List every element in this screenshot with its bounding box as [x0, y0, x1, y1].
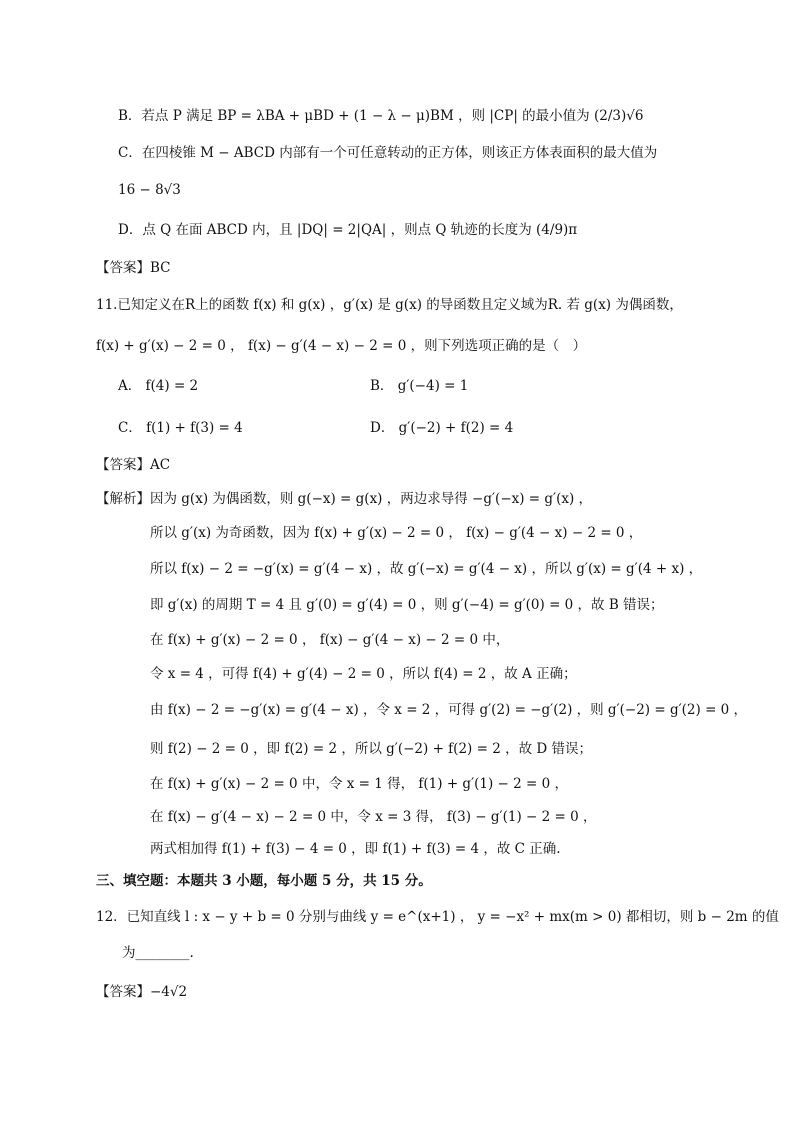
section-3-heading: 三、填空题：本题共 3 小题，每小题 5 分，共 15 分。	[96, 873, 432, 889]
explanation-line3: 所以 f(x) − 2 = −g′(x) = g′(4 − x) ，故 g′(−x) = g′(4 − x) ，所以 g′(x) = g′(4 + x) ，	[150, 561, 703, 577]
explanation-line10: 在 f(x) − g′(4 − x) − 2 = 0 中，令 x = 3 得， f(3) − g′(1) − 2 = 0 ，	[150, 809, 597, 825]
option-b: B．若点 P 满足 BP = λBA + μBD + (1 − λ − μ)BM ，则 |CP| 的最小值为 (2/3)√6	[118, 108, 644, 124]
question-11-line1: 11.已知定义在R上的函数 f(x) 和 g(x) ，g′(x) 是 g(x) 的导函数且定义域为R. 若 g(x) 为偶函数，	[96, 297, 683, 313]
option-11-d: D． g′(−2) + f(2) = 4	[370, 420, 514, 436]
option-11-b: B． g′(−4) = 1	[370, 378, 469, 394]
explanation-line4: 即 g′(x) 的周期 T = 4 且 g′(0) = g′(4) = 0 ，则 g′(−4) = g′(0) = 0 ，故 B 错误；	[150, 597, 664, 613]
answer-11: 【答案】AC	[96, 457, 171, 473]
explanation-line1: 【解析】因为 g(x) 为偶函数，则 g(−x) = g(x) ，两边求导得 −g′(−x) = g′(x) ，	[96, 491, 593, 507]
option-11-c: C． f(1) + f(3) = 4	[118, 420, 243, 436]
explanation-line7: 由 f(x) − 2 = −g′(x) = g′(4 − x) ，令 x = 2 ，可得 g′(2) = −g′(2) ，则 g′(−2) = g′(2) = 0 ，	[150, 702, 748, 718]
explanation-line5: 在 f(x) + g′(x) − 2 = 0 ， f(x) − g′(4 − x) − 2 = 0 中，	[150, 632, 510, 648]
explanation-line11: 两式相加得 f(1) + f(3) − 4 = 0 ，即 f(1) + f(3) = 4 ，故 C 正确.	[150, 841, 561, 857]
answer-10: 【答案】BC	[96, 260, 171, 276]
question-12-line1: 12．已知直线 l : x − y + b = 0 分别与曲线 y = e^(x+1) ， y = −x² + mx(m > 0) 都相切，则 b − 2m 的值	[96, 909, 779, 925]
option-c-line2: 16 − 8√3	[118, 182, 181, 198]
explanation-line6: 令 x = 4 ，可得 f(4) + g′(4) − 2 = 0 ，所以 f(4) = 2 ，故 A 正确；	[150, 666, 577, 682]
answer-12: 【答案】−4√2	[96, 984, 188, 1000]
option-d: D．点 Q 在面 ABCD 内，且 |DQ| = 2|QA| ，则点 Q 轨迹的长度为 (4/9)π	[118, 222, 578, 238]
option-11-a: A． f(4) = 2	[118, 378, 199, 394]
explanation-line2: 所以 g′(x) 为奇函数，因为 f(x) + g′(x) − 2 = 0 ， f(x) − g′(4 − x) − 2 = 0 ，	[150, 525, 643, 541]
option-c-line1: C．在四棱锥 M − ABCD 内部有一个可任意转动的正方体，则该正方体表面积的最大值为	[118, 145, 658, 161]
explanation-line9: 在 f(x) + g′(x) − 2 = 0 中，令 x = 1 得， f(1) + g′(1) − 2 = 0 ，	[150, 776, 569, 792]
question-11-line2: f(x) + g′(x) − 2 = 0 ， f(x) − g′(4 − x) − 2 = 0 ，则下列选项正确的是（ ）	[96, 338, 587, 354]
question-12-line2: 为________.	[122, 945, 194, 961]
explanation-line8: 则 f(2) − 2 = 0 ，即 f(2) = 2 ，所以 g′(−2) + f(2) = 2 ，故 D 错误；	[150, 741, 592, 757]
